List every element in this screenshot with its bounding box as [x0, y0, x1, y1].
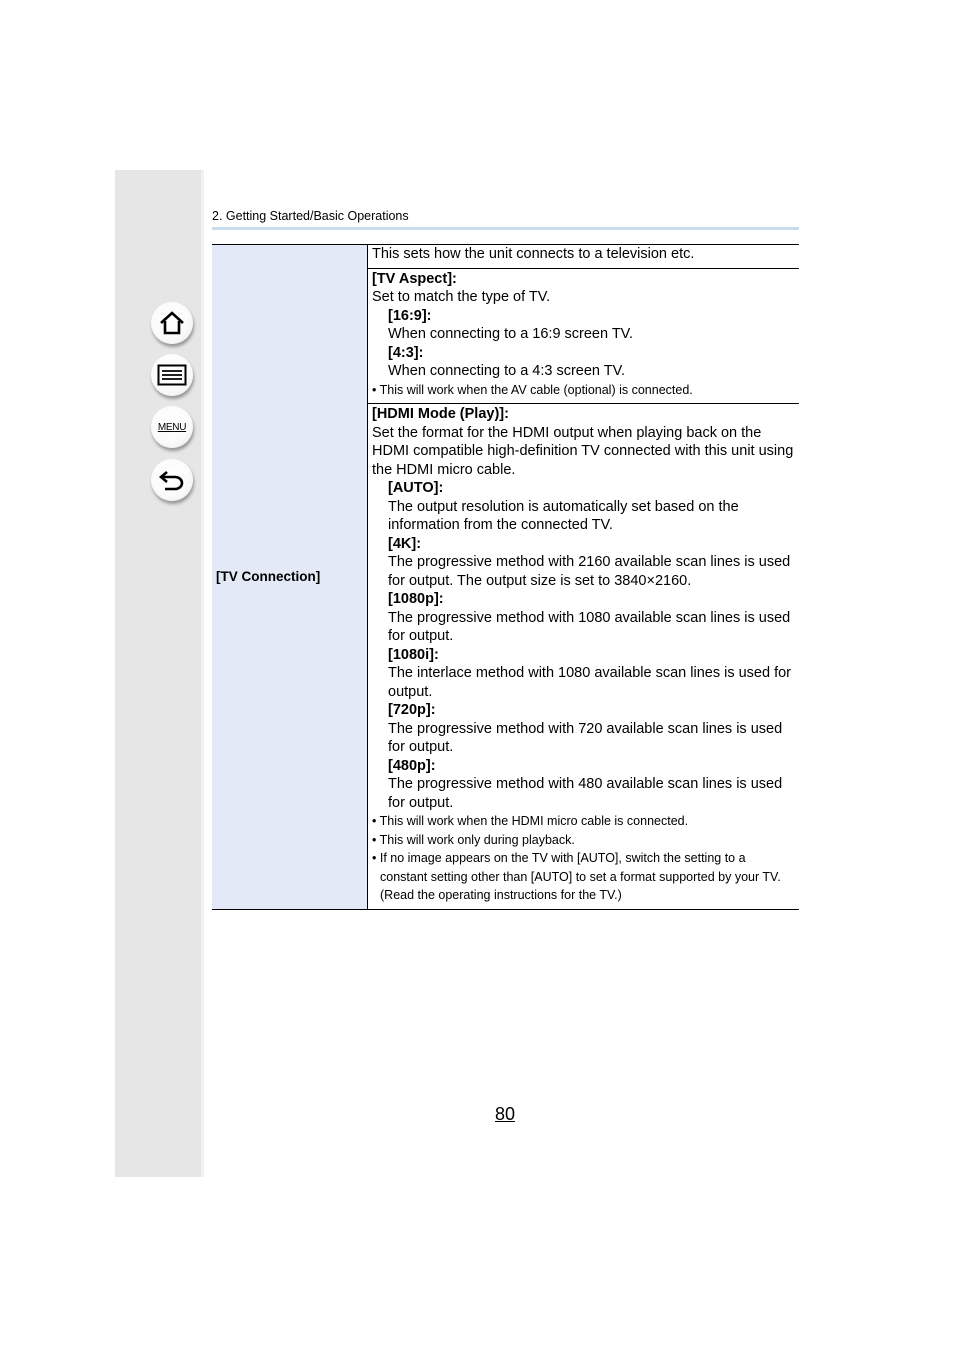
option-name: [4K]: — [388, 535, 422, 552]
tv-aspect-cell — [368, 268, 800, 404]
back-button[interactable] — [151, 459, 193, 501]
option-name: [4:3]: — [388, 344, 424, 361]
hdmi-mode-cell — [368, 404, 800, 910]
intro-text: This sets how the unit connects to a television etc. — [372, 246, 695, 262]
option-desc: When connecting to a 16:9 screen TV. — [388, 326, 634, 342]
hdmi-mode-desc: Set the format for the HDMI output when playing back on the HDMI compatible high-definition TV connected with this unit using the HDMI micro cable. — [372, 424, 794, 478]
option-desc: The progressive method with 720 available scan lines is used for output. — [388, 720, 783, 755]
option-name: [1080i]: — [388, 646, 439, 663]
home-button[interactable] — [151, 302, 193, 344]
intro-cell — [368, 245, 800, 269]
note: • This will work when the AV cable (optional) is connected. — [372, 381, 795, 400]
option-name: [AUTO]: — [388, 480, 444, 496]
option-desc: The progressive method with 1080 available scan lines is used for output. — [388, 609, 791, 644]
hdmi-mode-title: [HDMI Mode (Play)]: — [372, 406, 509, 422]
option-desc: The progressive method with 480 available scan lines is used for output. — [388, 776, 783, 811]
note: • If no image appears on the TV with [AUTO], switch the setting to a constant setting other than [AUTO] to set a format supported by your TV. (Read the operating instructions for the TV.) — [372, 849, 795, 905]
note: • This will work when the HDMI micro cable is connected. — [372, 812, 795, 831]
menu-button[interactable] — [151, 406, 193, 448]
header-rule — [212, 227, 799, 230]
option-name: [16:9]: — [388, 307, 432, 324]
list-icon — [157, 364, 187, 386]
option-name: [1080p]: — [388, 591, 444, 607]
settings-table — [212, 244, 799, 910]
option-name: [720p]: — [388, 702, 436, 718]
setting-label: [TV Connection] — [212, 245, 368, 910]
option-name: [480p]: — [388, 757, 436, 774]
option-desc: The interlace method with 1080 available scan lines is used for output. — [388, 665, 792, 700]
option-desc: When connecting to a 4:3 screen TV. — [388, 363, 625, 379]
note: • This will work only during playback. — [372, 831, 795, 850]
breadcrumb: 2. Getting Started/Basic Operations — [212, 209, 409, 223]
table-row — [212, 245, 799, 269]
return-arrow-icon — [158, 468, 186, 492]
sidebar-edge — [201, 170, 204, 1177]
home-icon — [158, 310, 186, 336]
option-desc: The output resolution is automatically set based on the information from the connected TV. — [388, 498, 739, 533]
contents-button[interactable] — [151, 354, 193, 396]
tv-aspect-desc: Set to match the type of TV. — [372, 289, 551, 305]
option-desc: The progressive method with 2160 available scan lines is used for output. The output size is set to 3840×2160. — [388, 554, 791, 589]
tv-aspect-title: [TV Aspect]: — [372, 270, 457, 287]
menu-label: MENU — [157, 421, 187, 433]
page-number: 80 — [495, 1104, 516, 1124]
